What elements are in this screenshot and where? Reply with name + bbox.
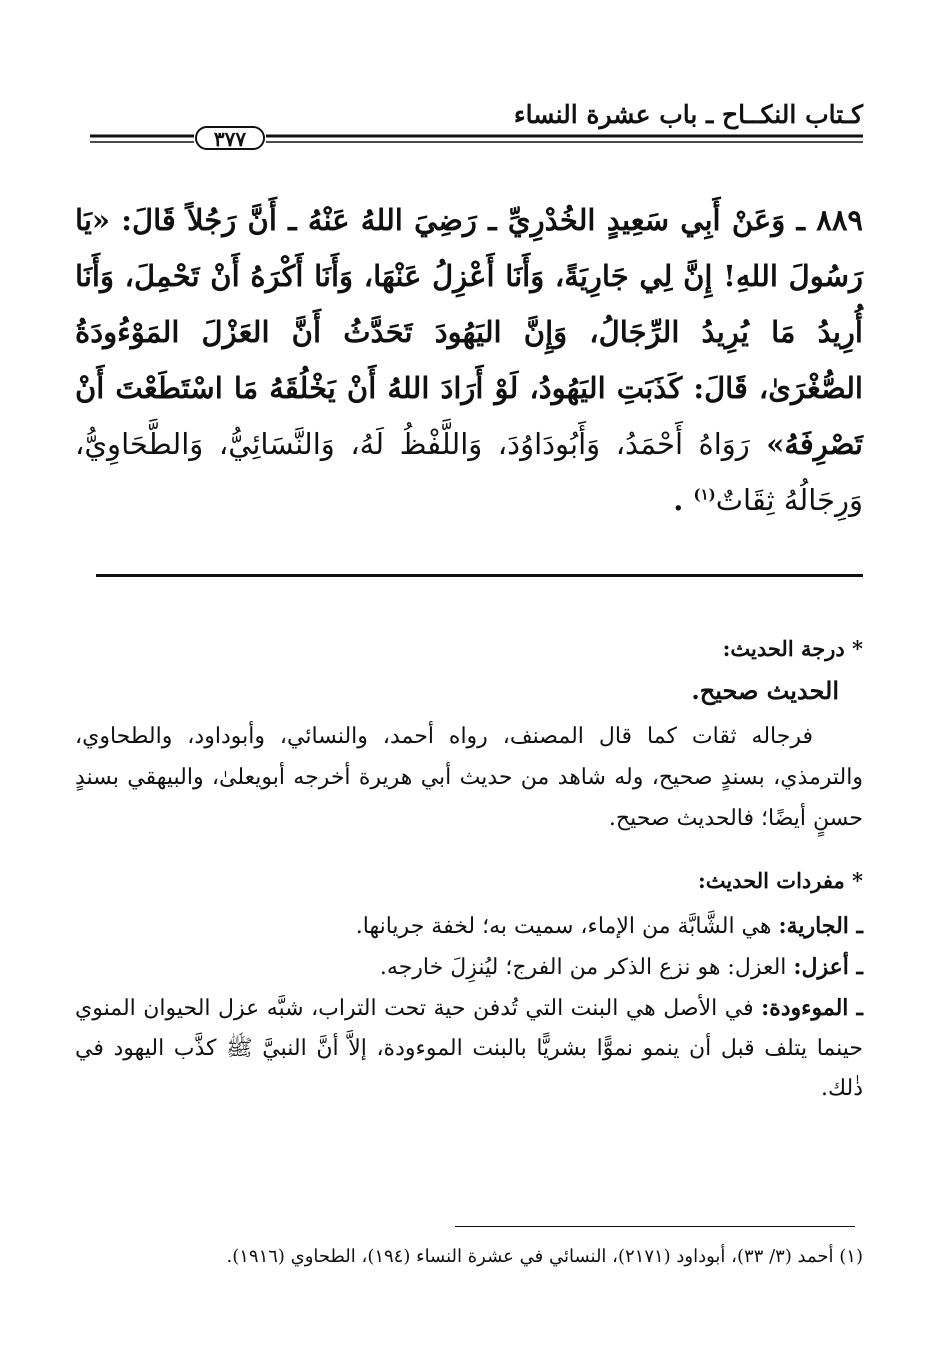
footnote: (١) أحمد (٣/ ٣٣)، أبوداود (٢١٧١)، النسائي في عشرة النساء (١٩٤)، الطحاوي (١٩١٦). <box>226 1246 863 1267</box>
vocabulary-definition: في الأصل هي البنت التي تُدفن حية تحت التراب، شبَّه عزل الحيوان المنوي حينما يتلف قبل أن ينمو نموًّا بشريًّا بالبنت الموءودة، إلاَّ أنَّ النبيَّ ﷺ كذَّب اليهود في ذٰلك. <box>75 996 863 1101</box>
vocabulary-item <box>75 947 863 988</box>
grade-explanation-text: فرجاله ثقات كما قال المصنف، رواه أحمد، والنسائي، وأبوداود، والطحاوي، والترمذي، بسندٍ صحيح، وله شاهد من حديث أبي هريرة أخرجه أبويعلىٰ، والبيهقي بسندٍ حسنٍ أيضًا؛ فالحديث صحيح. <box>75 724 863 831</box>
hadith-end: . <box>673 483 684 517</box>
hadith-attribution: رَوَاهُ أَحْمَدُ، وَأَبُودَاوُدَ، وَاللَّفْظُ لَهُ، وَالنَّسَائِيُّ، وَالطَّحَاوِيُّ، وَرِجَالُهُ ثِقَاتٌ <box>75 427 863 517</box>
running-title: كـتاب النكــاح ـ باب عشرة النساء <box>513 100 863 129</box>
vocabulary-heading: * مفردات الحديث: <box>697 868 863 893</box>
grade-verdict: الحديث صحيح. <box>691 676 839 705</box>
vocabulary-item <box>75 988 863 1109</box>
vocabulary-term: ـ الموءودة: <box>761 995 863 1021</box>
page-number: ٣٧٧ <box>213 127 247 151</box>
hadith-text <box>75 192 863 528</box>
vocabulary-term: ـ الجارية: <box>778 913 863 939</box>
vocabulary-item <box>75 906 863 947</box>
vocabulary-term: ـ أعزل: <box>793 954 863 980</box>
vocabulary-definition: هي الشَّابَّة من الإماء، سميت به؛ لخفة جريانها. <box>355 914 772 939</box>
footnote-reference: (١) <box>693 485 716 504</box>
grade-heading: * درجة الحديث: <box>722 636 863 661</box>
section-divider <box>96 574 863 577</box>
footnote-rule <box>455 1226 855 1227</box>
hadith-number: ٨٨٩ ـ <box>796 203 864 237</box>
hadith-body: وَعَنْ أَبِي سَعِيدٍ الخُدْرِيِّ ـ رَضِيَ اللهُ عَنْهُ ـ أَنَّ رَجُلاً قَالَ: «يَا رَسُولَ اللهِ! إِنَّ لِي جَارِيَةً، وَأَنَا أَعْزِلُ عَنْهَا، وَأَنَا أَكْرَهُ أَنْ تَحْمِلَ، وَأَنَا أُرِيدُ مَا يُرِيدُ الرِّجَالُ، وَإِنَّ اليَهُودَ تَحَدَّثُ أَنَّ العَزْلَ المَوْءُودَةُ الصُّغْرَىٰ، قَالَ: كَذَبَتِ اليَهُودُ، لَوْ أَرَادَ اللهُ أَنْ يَخْلُقَهُ مَا اسْتَطَعْتَ أَنْ تَصْرِفَهُ» <box>75 203 863 461</box>
grade-explanation <box>75 716 863 839</box>
vocabulary-list <box>75 906 863 1109</box>
vocabulary-definition: العزل: هو نزع الذكر من الفرج؛ ليُنزِلَ خارجه. <box>379 955 787 980</box>
